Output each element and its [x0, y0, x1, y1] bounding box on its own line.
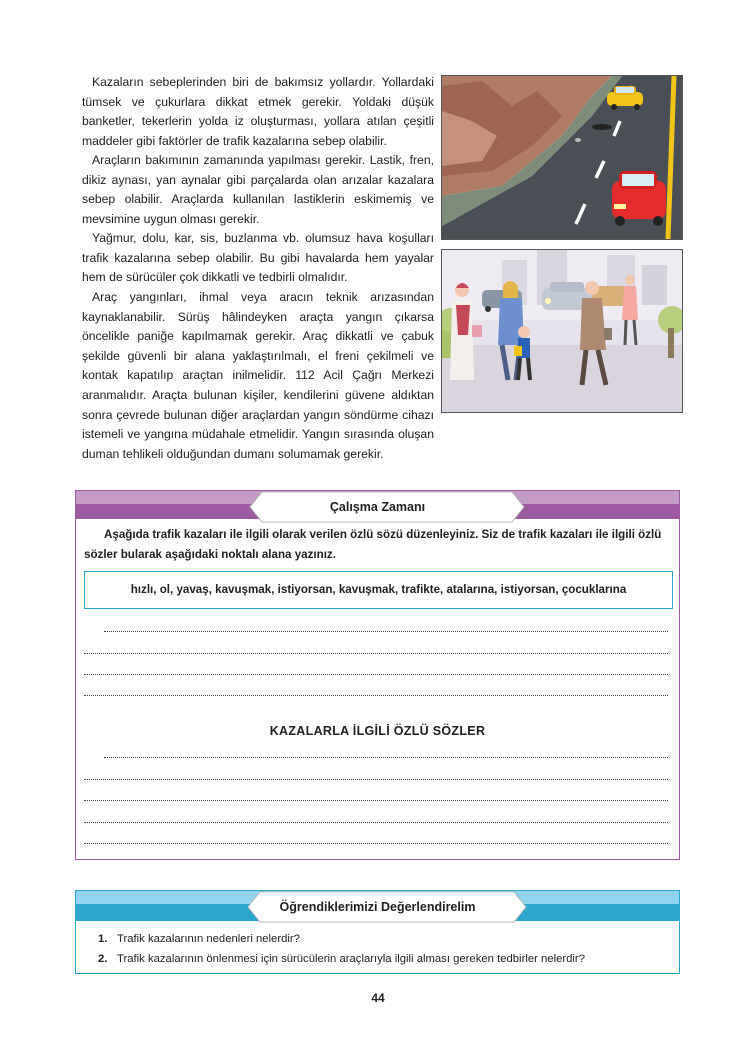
evaluation-title: Öğrendiklerimizi Değerlendirelim: [279, 900, 476, 914]
answer-line-3[interactable]: [84, 674, 668, 675]
answer-line-9[interactable]: [84, 843, 668, 844]
scrambled-words-box: hızlı, ol, yavaş, kavuşmak, istiyorsan, kavuşmak, trafikte, atalarına, istiyorsan, çocuklarına: [84, 571, 673, 609]
answer-line-4[interactable]: [84, 695, 668, 696]
activity-title: Çalışma Zamanı: [329, 500, 426, 514]
foggy-street-illustration: [441, 249, 683, 413]
question-1: [98, 933, 300, 945]
paragraph-bad-roads: Kazaların sebeplerinden biri de bakımsız yollardır. Yollardaki tümsek ve çukurlara dikkat etmek gerekir. Yoldaki düşük banketler, tekerlerin yolda iz oluşturması, yollara atılan çeşitli maddeler gibi faktörler de trafik kazalarına sebep olabilir.: [82, 75, 434, 148]
paragraph-vehicle-maintenance: Araçların bakımının zamanında yapılması gerekir. Lastik, fren, dikiz aynası, yan aynalar gibi parçalarda olan arızalar kazalara sebep olabilir. Araçlarda kullanılan lastiklerin eskimemiş ve mevsimine uygun olması gerekir.: [82, 153, 434, 226]
evaluation-box: [75, 890, 680, 974]
answer-line-8[interactable]: [84, 822, 668, 823]
question-1-number: 1.: [98, 933, 108, 945]
road-illustration: [441, 75, 683, 240]
page-number: 44: [371, 991, 385, 1005]
answer-line-2[interactable]: [84, 653, 668, 654]
answer-line-6[interactable]: [84, 779, 668, 780]
answer-line-5[interactable]: [104, 757, 668, 758]
question-2-number: 2.: [98, 953, 108, 965]
activity-instruction: Aşağıda trafik kazaları ile ilgili olarak verilen özlü sözü düzenleyiniz. Siz de trafik kazaları ile ilgili özlü sözler bularak aşağıdaki noktalı alana yazınız.: [84, 528, 662, 561]
question-2: [98, 953, 585, 965]
answer-line-1[interactable]: [104, 631, 668, 632]
activity-box: [75, 490, 680, 860]
paragraph-vehicle-fire: Araç yangınları, ihmal veya aracın teknik arızasından kaynaklanabilir. Sürüş hâlindeyken araçta yangın çıkarsa öncelikle paniğe kapılmamak gerekir. Araç dikkatli ve çabuk şekilde güvenli bir alana yaklaştırılmalı, el freni çekilmeli ve kontak kapatılıp araçtan inilmelidir. 112 Acil Çağrı Merkezi aranmalıdır. Araçta bulunan kişiler, kendilerini güvene aldıktan sonra çevrede bulunan diğer araçlardan yangın söndürme cihazı istemeli ve yangına müdahale etmelidir. Yangın sırasında oluşan duman tehlikeli olduğundan dumanı solumamak gerekir.: [82, 290, 434, 461]
paragraph-weather: Yağmur, dolu, kar, sis, buzlanma vb. olumsuz hava koşulları trafik kazalarına sebep olabilir. Bu gibi havalarda hem yayalar hem de sürücüler çok dikkatli ve tedbirli olmalıdır.: [82, 231, 434, 285]
proverbs-heading: KAZALARLA İLGİLİ ÖZLÜ SÖZLER: [269, 724, 486, 738]
question-1-text: Trafik kazalarının nedenleri nelerdir?: [117, 933, 300, 945]
answer-line-7[interactable]: [84, 800, 668, 801]
question-2-text: Trafik kazalarının önlenmesi için sürücülerin araçlarıyla ilgili alması gereken tedbirler nelerdir?: [117, 953, 585, 965]
